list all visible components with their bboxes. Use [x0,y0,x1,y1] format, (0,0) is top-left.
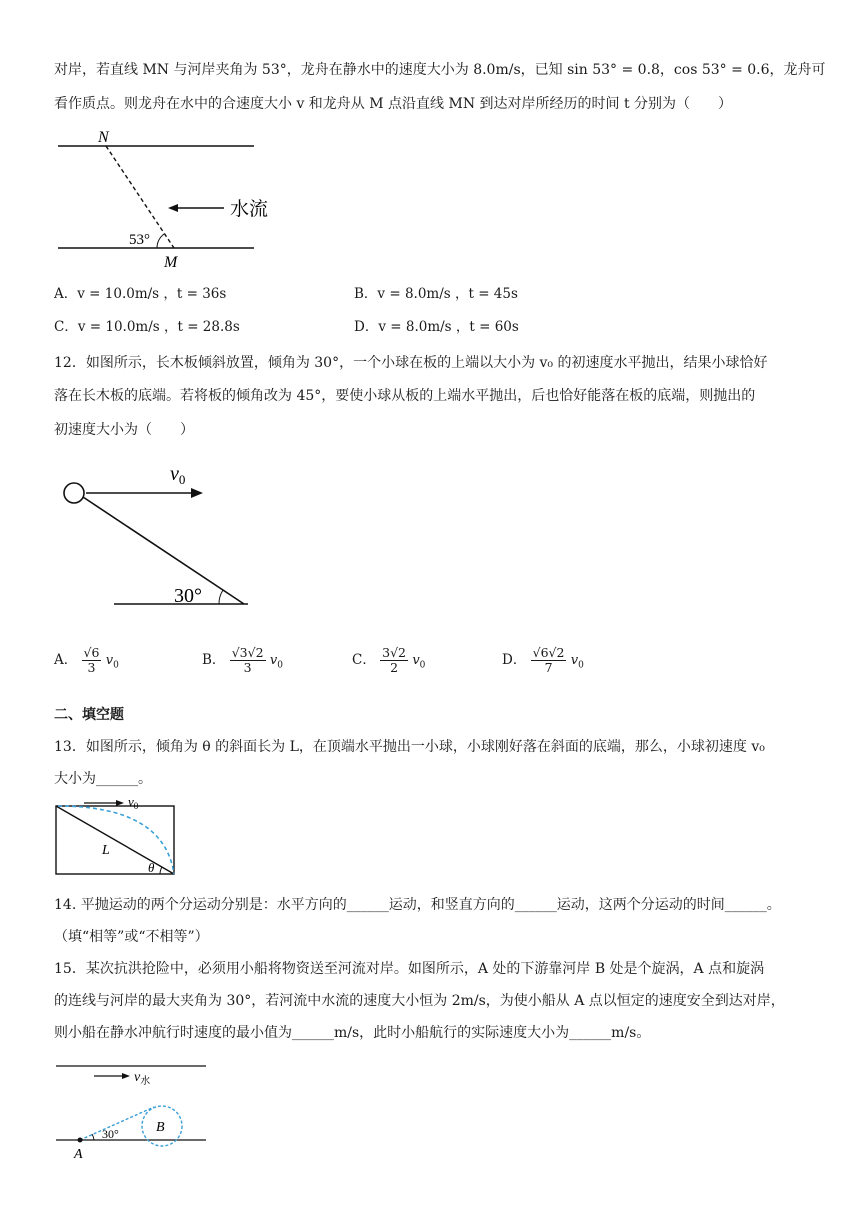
option-letter: A． [54,652,78,668]
fraction: $\frac{√3√2}{3}$ [231,645,264,675]
v0-symbol: $v_0$ [269,653,283,671]
q15-text-line-2: 的连线与河岸的最大夹角为 30°，若河流中水流的速度大小恒为 2m/s，为使小船从 A 点以恒定的速度安全到达对岸， [54,993,785,1009]
q15-text-line-1: 15．某次抗洪抢险中，必须用小船将物资送至河流对岸。如图所示，A 处的下游靠河岸 B 处是个旋涡，A 点和旋涡 [54,961,765,977]
q11-river-figure [54,122,294,272]
section-heading: 二、填空题 [54,707,124,723]
q11-option-b[interactable] [354,284,518,304]
option-letter: D． [354,319,379,335]
q15-text-line-3: 则小船在静水冲航行时速度的最小值为______m/s，此时小船航行的实际速度大小为______m/s。 [54,1025,651,1041]
q12-option-c[interactable] [352,646,425,676]
q15-angle-label: 30° [102,1127,119,1141]
option-letter: A． [54,286,78,302]
q11-option-c[interactable] [54,317,240,337]
q12-text-line-3: 初速度大小为（ ） [54,422,194,438]
q11-option-d[interactable] [354,317,519,337]
option-text: v = 10.0m/s ，t = 28.8s [77,319,240,335]
q11-flow-label: 水流 [230,199,269,220]
fraction: $\frac{3√2}{2}$ [382,645,407,675]
q12-text-line-2: 落在长木板的底端。若将板的倾角改为 45°，要使小球从板的上端水平抛出，后也恰好能落在板的底端，则抛出的 [54,388,756,404]
q12-option-b[interactable] [202,646,283,676]
q13-theta-label: θ [148,860,155,875]
q15-v-water-label: $v_水$ [134,1070,151,1087]
q11-label-m: M [164,254,178,271]
option-text: v = 10.0m/s ，t = 36s [77,286,227,302]
q11-option-a[interactable] [54,284,226,304]
q11-label-n: N [98,129,109,146]
fraction: $\frac{√6√2}{7}$ [532,645,565,675]
v0-symbol: $v_0$ [412,653,426,671]
q14-text-line-1: 14. 平抛运动的两个分运动分别是：水平方向的______运动，和竖直方向的______运动，这两个分运动的时间______。 [54,897,781,913]
option-text: v = 8.0m/s ，t = 45s [377,286,518,302]
q12-option-d[interactable] [502,646,584,676]
option-letter: B． [354,286,378,302]
option-letter: B． [202,652,226,668]
q11-text-line-1: 对岸，若直线 MN 与河岸夹角为 53°，龙舟在静水中的速度大小为 8.0m/s，已知 sin 53° = 0.8，cos 53° = 0.6，龙舟可 [54,62,826,78]
q13-slope-figure [54,794,194,880]
option-text: v = 8.0m/s ，t = 60s [378,319,519,335]
q12-v0-label: $v_0$ [170,463,186,487]
q11-text-line-2: 看作质点。则龙舟在水中的合速度大小 v 和龙舟从 M 点沿直线 MN 到达对岸所经历的时间 t 分别为（ ） [54,96,733,112]
option-letter: C． [54,319,78,335]
q15-label-b: B [156,1120,165,1135]
v0-symbol: $v_0$ [105,653,119,671]
q12-angle-label: 30° [174,585,202,607]
q11-angle-label: 53° [129,232,150,248]
v0-symbol: $v_0$ [570,653,584,671]
q13-v0-label: $v_0$ [128,794,139,811]
q13-l-label: L [102,843,110,858]
q15-label-a: A [74,1147,83,1162]
q12-incline-figure [54,456,264,616]
option-letter: D． [502,652,527,668]
q14-text-line-2: （填“相等”或“不相等”） [54,929,209,945]
fraction: $\frac{√6}{3}$ [83,645,100,675]
q12-text-line-1: 12．如图所示，长木板倾斜放置，倾角为 30°，一个小球在板的上端以大小为 v₀ 的初速度水平抛出，结果小球恰好 [54,355,768,371]
q12-option-a[interactable] [54,646,119,676]
q13-text-line-1: 13．如图所示，倾角为 θ 的斜面长为 L，在顶端水平抛出一小球，小球刚好落在斜面的底端，那么，小球初速度 v₀ [54,739,765,755]
option-letter: C． [352,652,376,668]
q15-vortex-figure [54,1054,224,1166]
q13-text-line-2: 大小为______。 [54,771,152,787]
